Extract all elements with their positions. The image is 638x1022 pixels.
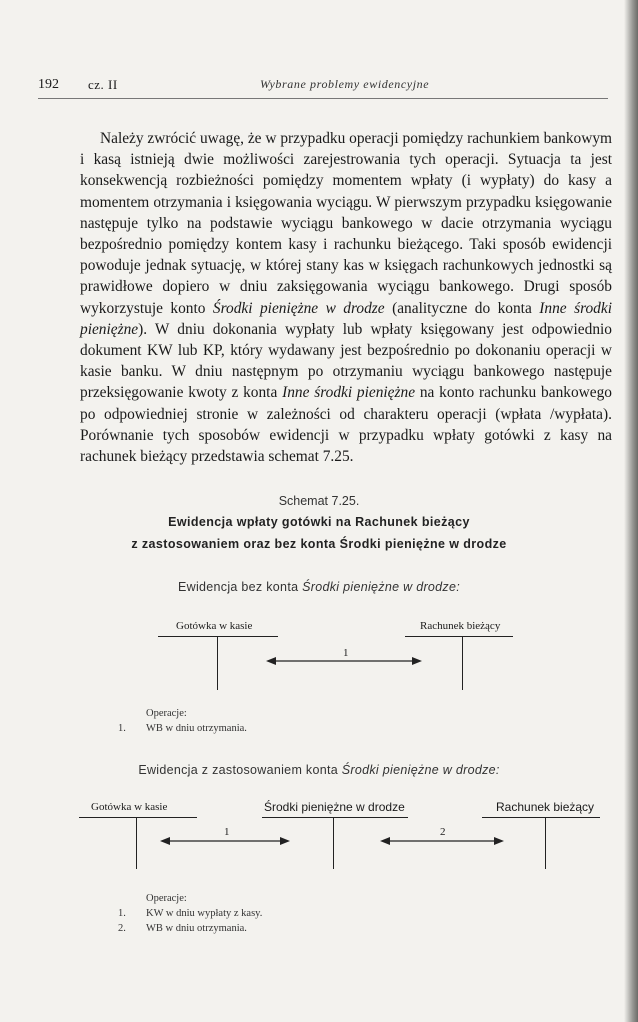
s2-double-arrow-1 — [160, 837, 290, 845]
s1-double-arrow — [266, 657, 422, 665]
s2-op-text-2: WB w dniu otrzymania. — [146, 923, 247, 934]
s2-account-current-label: Rachunek bieżący — [496, 800, 595, 814]
body-italic-1: Środki pieniężne w drodze — [212, 299, 385, 317]
section2-heading-text: Ewidencja z zastosowaniem konta — [138, 763, 342, 777]
chapter-label: cz. II — [88, 77, 118, 92]
s1-account-current-label: Rachunek bieżący — [420, 620, 501, 632]
s2-op-num-1: 1. — [118, 908, 126, 919]
body-italic-2: Inne środki pieniężne — [80, 299, 612, 338]
section2-heading-italic: Środki pieniężne w drodze: — [341, 763, 500, 777]
body-italic-3: Inne środki pieniężne — [282, 384, 416, 402]
s2-ops-title: Operacje: — [146, 893, 187, 904]
section1-heading-italic: Środki pieniężne w drodze: — [302, 580, 461, 594]
s1-ops-title: Operacje: — [146, 708, 187, 719]
schema-label: Schemat 7.25. — [278, 494, 360, 508]
s2-arrow1-label: 1 — [224, 826, 230, 838]
body-text-3: ). W dniu dokonania wypłaty lub wpłaty księgowany jest odpowiednio dokument KW lub KP, który wydawany jest bezpośrednio po dokonaniu operacji w kasie banku. W dniu następnym po otrzymaniu wyciągu bankowego następuje przeksięgowanie kwoty z konta — [80, 320, 612, 402]
page-number: 192 — [38, 77, 59, 92]
s1-op-text: WB w dniu otrzymania. — [146, 723, 247, 734]
schema-title-line-2: z zastosowaniem oraz bez konta Środki pieniężne w drodze — [131, 537, 507, 551]
s2-op-text-1: KW w dniu wypłaty z kasy. — [146, 908, 263, 919]
body-text-4: na konto rachunku bankowego po odpowiedniej stronie w zależności od charakteru operacji (wpłata /wypłata). Porównanie tych sposobów ewidencji w przypadku wpłaty gotówki z kasy na rachunek bieżący przedstawia schemat 7.25. — [80, 384, 612, 466]
s1-account-cash-label: Gotówka w kasie — [176, 620, 253, 632]
schema-title-line-1: Ewidencja wpłaty gotówki na Rachunek bieżący — [168, 515, 470, 529]
s2-double-arrow-2 — [380, 837, 504, 845]
s2-op-num-2: 2. — [118, 923, 126, 934]
body-text-1: Należy zwrócić uwagę, że w przypadku operacji pomiędzy rachunkiem bankowym i kasą istnieją dwie możliwości zarejestrowania tych operacji. Sytuacja ta jest konsekwencją rozbieżności pomiędzy momentem wpłaty (i wypłaty) do kasy a momentem otrzymania i księgowania wyciągu. W pierwszym przypadku księgowanie następuje tylko na podstawie wyciągu bankowego w dacie otrzymania wyciągu bezpośrednio pomiędzy kontem kasy i rachunku bieżącego. Taki sposób ewidencji powoduje jednak sytuację, w której stany kas w księgach rachunkowych jednostki są prawidłowe dopiero w dniu zaksięgowania wyciągu bankowego. Drugi sposób wykorzystuje konto — [80, 130, 612, 317]
s2-account-cash-label: Gotówka w kasie — [91, 801, 168, 813]
s1-op-num: 1. — [118, 723, 126, 734]
s1-arrow-label: 1 — [343, 647, 349, 659]
s2-account-transit-label: Środki pieniężne w drodze — [264, 800, 405, 814]
body-text-2: (analityczne do konta — [384, 299, 540, 317]
running-title: Wybrane problemy ewidencyjne — [260, 77, 430, 91]
s2-arrow2-label: 2 — [440, 826, 446, 838]
section1-heading-text: Ewidencja bez konta — [177, 580, 303, 594]
